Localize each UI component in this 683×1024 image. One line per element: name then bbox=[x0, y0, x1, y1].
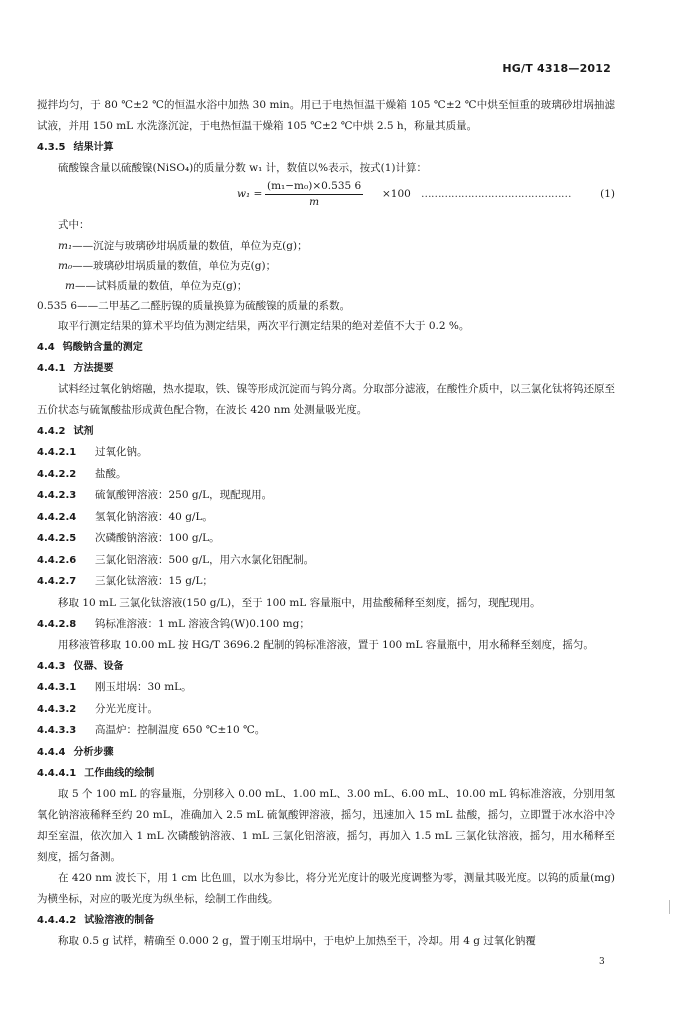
section-heading bbox=[37, 656, 615, 677]
section-heading bbox=[37, 742, 615, 763]
item-number: 4.4.2.5 bbox=[37, 533, 77, 544]
equation-number: (1) bbox=[600, 188, 615, 200]
section-number: 4.4.4.2 bbox=[37, 914, 77, 926]
item-text: 次磷酸钠溶液：100 g/L。 bbox=[95, 532, 220, 544]
reagent-item bbox=[37, 528, 615, 550]
paragraph: 称取 0.5 g 试样，精确至 0.000 2 g，置于刚玉坩埚中，于电炉上加热至干，冷却。用 4 g 过氧化钠覆 bbox=[58, 934, 536, 947]
paragraph: 搅拌均匀，于 80 ℃±2 ℃的恒温水浴中加热 30 min。用已于电热恒温干燥箱 105 ℃±2 ℃中烘至恒重的玻璃砂坩埚抽滤试液，并用 150 mL 水洗涤沉淀，于电热恒温干燥箱 105 ℃±2 ℃中烘 2.5 h，称量其质量。 bbox=[37, 99, 615, 132]
section-number: 4.4.3 bbox=[37, 661, 66, 672]
formula-lhs: w₁ = bbox=[237, 188, 263, 200]
section-title: 试剂 bbox=[73, 426, 94, 437]
item-text: 三氯化钛溶液：15 g/L； bbox=[95, 575, 213, 587]
item-text: 分光光度计。 bbox=[95, 702, 158, 715]
item-number: 4.4.3.3 bbox=[37, 725, 77, 736]
item-text: 高温炉：控制温度 650 ℃±10 ℃。 bbox=[95, 724, 266, 736]
definition-text: ——二甲基乙二醛肟镍的质量换算为硫酸镍的质量的系数。 bbox=[77, 300, 351, 312]
section-number: 4.3.5 bbox=[37, 142, 66, 153]
formula-numerator: (m₁−m₀)×0.535 6 bbox=[265, 179, 363, 195]
section-heading bbox=[37, 421, 615, 442]
item-number: 4.4.2.3 bbox=[37, 490, 77, 501]
paragraph: 硫酸镍含量以硫酸镍(NiSO₄)的质量分数 w₁ 计，数值以%表示，按式(1)计算： bbox=[58, 162, 427, 174]
section-title: 方法提要 bbox=[73, 363, 114, 374]
definition-item bbox=[37, 236, 615, 256]
section-heading bbox=[37, 763, 615, 784]
formula-leader-dots: ……………………………………… bbox=[421, 188, 571, 200]
item-text: 氢氧化钠溶液：40 g/L。 bbox=[95, 510, 213, 523]
definition-text: ——玻璃砂坩埚质量的数值，单位为克(g)； bbox=[72, 260, 277, 272]
section-heading bbox=[37, 137, 615, 158]
section-number: 4.4.4.1 bbox=[37, 767, 77, 779]
document-body bbox=[37, 95, 615, 952]
reagent-item bbox=[37, 507, 615, 529]
paragraph: 用移液管移取 10.00 mL 按 HG/T 3696.2 配制的钨标准溶液，置于 100 mL 容量瓶中，用水稀释至刻度，摇匀。 bbox=[58, 639, 594, 651]
section-heading bbox=[37, 910, 615, 931]
formula-multiplier: ×100 bbox=[382, 188, 411, 200]
item-number: 4.4.3.1 bbox=[37, 682, 77, 693]
equipment-item bbox=[37, 677, 615, 699]
section-number: 4.4.2 bbox=[37, 426, 66, 437]
section-number: 4.4.1 bbox=[37, 363, 66, 374]
section-number: 4.4 bbox=[37, 342, 55, 353]
definition-item bbox=[37, 276, 615, 296]
definition-text: ——试料质量的数值，单位为克(g)； bbox=[74, 280, 248, 292]
section-number: 4.4.4 bbox=[37, 746, 66, 758]
item-text: 刚玉坩埚：30 mL。 bbox=[95, 681, 192, 693]
section-title: 仪器、设备 bbox=[73, 661, 124, 672]
formula-denominator: m bbox=[309, 196, 320, 208]
paragraph: 移取 10 mL 三氯化钛溶液(150 g/L)，至于 100 mL 容量瓶中，用盐酸稀释至刻度，摇匀，现配现用。 bbox=[58, 596, 541, 609]
definition-text: ——沉淀与玻璃砂坩埚质量的数值，单位为克(g)； bbox=[72, 240, 308, 252]
item-text: 三氯化铝溶液：500 g/L，用六水氯化铝配制。 bbox=[95, 553, 315, 566]
section-heading bbox=[37, 358, 615, 379]
section-title: 分析步骤 bbox=[73, 746, 114, 758]
definition-symbol: 0.535 6 bbox=[37, 300, 78, 312]
where-label: 式中： bbox=[58, 219, 90, 231]
item-number: 4.4.2.7 bbox=[37, 576, 77, 587]
reagent-item bbox=[37, 571, 615, 593]
equipment-item bbox=[37, 720, 615, 742]
equipment-item bbox=[37, 699, 615, 721]
formula bbox=[37, 179, 615, 215]
item-text: 钨标准溶液：1 mL 溶液含钨(W)0.100 mg； bbox=[95, 617, 310, 630]
definition-item bbox=[37, 296, 615, 316]
section-title: 结果计算 bbox=[73, 142, 114, 153]
reagent-item bbox=[37, 614, 615, 636]
item-number: 4.4.3.2 bbox=[37, 703, 77, 715]
definition-symbol: m₁ bbox=[58, 240, 73, 252]
item-number: 4.4.2.4 bbox=[37, 511, 77, 523]
section-title: 试验溶液的制备 bbox=[84, 914, 155, 926]
paragraph: 取 5 个 100 mL 的容量瓶，分别移入 0.00 mL、1.00 mL、3.00 mL、6.00 mL、10.00 mL 钨标准溶液，分别用氢氧化钠溶液稀释至约 20 mL，准确加入 2.5 mL 硫氰酸钾溶液，摇匀，迅速加入 15 mL 盐酸，摇匀，立即置于冰水浴中冷却至室温，依次加入 1 mL 次磷酸钠溶液、1 mL 三氯化铝溶液，摇匀，再加入 1.5 mL 三氯化钛溶液，摇匀，用水稀释至刻度，摇匀备测。 bbox=[37, 787, 615, 863]
scan-margin-mark bbox=[669, 900, 673, 914]
item-number: 4.4.2.6 bbox=[37, 554, 77, 566]
definition-symbol: m bbox=[65, 280, 75, 292]
item-number: 4.4.2.1 bbox=[37, 447, 77, 458]
item-text: 硫氰酸钾溶液：250 g/L，现配现用。 bbox=[95, 489, 273, 501]
reagent-item bbox=[37, 464, 615, 486]
definition-symbol: m₀ bbox=[58, 260, 73, 272]
section-title: 工作曲线的绘制 bbox=[84, 767, 155, 779]
formula-fraction bbox=[265, 179, 363, 210]
section-title: 钨酸钠含量的测定 bbox=[62, 342, 143, 353]
reagent-item bbox=[37, 485, 615, 507]
definition-item bbox=[37, 256, 615, 276]
reagent-item bbox=[37, 550, 615, 572]
item-text: 过氧化钠。 bbox=[95, 446, 148, 458]
item-number: 4.4.2.8 bbox=[37, 618, 77, 630]
page-number: 3 bbox=[599, 957, 605, 967]
paragraph: 取平行测定结果的算术平均值为测定结果，两次平行测定结果的绝对差值不大于 0.2 %。 bbox=[58, 320, 470, 332]
reagent-item bbox=[37, 442, 615, 464]
standard-code: HG/T 4318—2012 bbox=[502, 62, 611, 75]
paragraph: 在 420 nm 波长下，用 1 cm 比色皿，以水为参比，将分光光度计的吸光度调整为零，测量其吸光度。以钨的质量(mg)为横坐标，对应的吸光度为纵坐标，绘制工作曲线。 bbox=[37, 871, 615, 905]
paragraph: 试料经过氧化钠熔融，热水提取，铁、镍等形成沉淀而与钨分离。分取部分滤液，在酸性介质中，以三氯化钛将钨还原至五价状态与硫氰酸盐形成黄色配合物，在波长 420 nm 处测量吸光度。 bbox=[37, 383, 615, 416]
item-number: 4.4.2.2 bbox=[37, 468, 77, 480]
item-text: 盐酸。 bbox=[95, 467, 127, 480]
section-heading bbox=[37, 337, 615, 358]
